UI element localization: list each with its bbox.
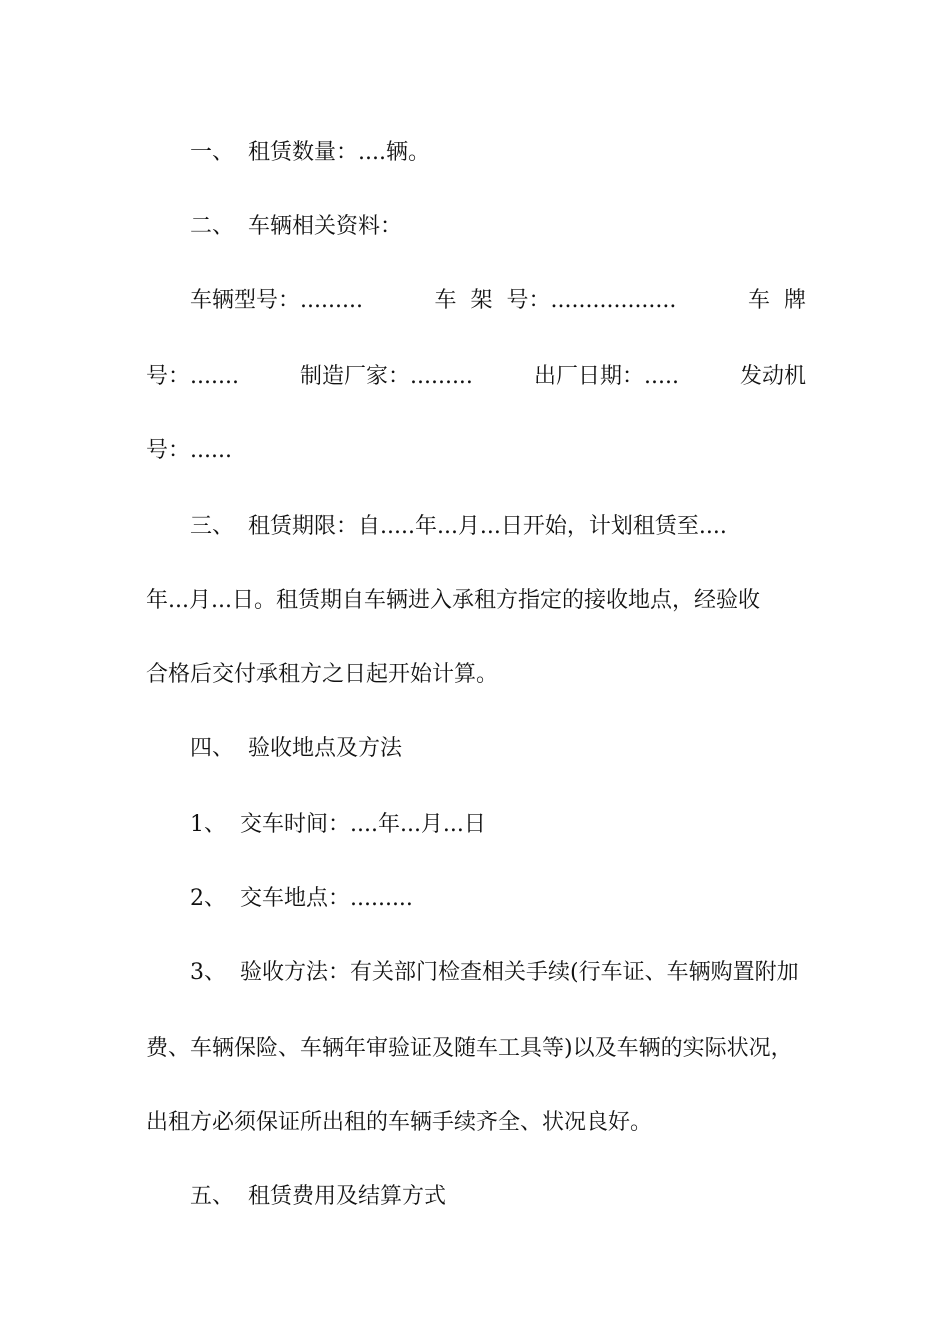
section-4-item-2: 2、 交车地点：......... bbox=[190, 886, 413, 911]
vehicle-engine-field: 号：...... bbox=[146, 438, 232, 463]
vehicle-info-line-1 bbox=[190, 286, 806, 316]
section-1-quantity: 一、 租赁数量：....辆。 bbox=[190, 140, 430, 165]
section-3-line-3: 合格后交付承租方之日起开始计算。 bbox=[146, 662, 499, 687]
section-3-line-1: 三、 租赁期限：自.....年...月...日开始，计划租赁至.... bbox=[190, 514, 727, 539]
vehicle-plate-field: 号：....... bbox=[146, 364, 239, 389]
section-5-title: 五、 租赁费用及结算方式 bbox=[190, 1184, 446, 1209]
vehicle-plate-label-start: 车 牌 bbox=[748, 288, 806, 313]
vehicle-model-field: 车辆型号：......... bbox=[190, 288, 363, 313]
vehicle-engine-label-start: 发动机 bbox=[739, 364, 806, 389]
vehicle-info-line-2 bbox=[146, 362, 806, 392]
vehicle-maker-field: 制造厂家：......... bbox=[299, 364, 473, 389]
section-4-item-3-line-2: 费、车辆保险、车辆年审验证及随车工具等)以及车辆的实际状况， bbox=[146, 1036, 793, 1061]
section-4-item-3-line-1: 3、 验收方法：有关部门检查相关手续(行车证、车辆购置附加 bbox=[190, 960, 799, 985]
vehicle-frame-field: 车 架 号：.................. bbox=[434, 288, 677, 313]
section-4-item-3-line-3: 出租方必须保证所出租的车辆手续齐全、状况良好。 bbox=[146, 1110, 653, 1135]
vehicle-date-field: 出厂日期：..... bbox=[533, 364, 679, 389]
section-3-line-2: 年...月...日。租赁期自车辆进入承租方指定的接收地点，经验收 bbox=[146, 588, 760, 613]
section-4-title: 四、 验收地点及方法 bbox=[190, 736, 402, 761]
section-4-item-1: 1、 交车时间：....年...月...日 bbox=[190, 812, 486, 837]
section-2-title: 二、 车辆相关资料： bbox=[190, 214, 402, 239]
